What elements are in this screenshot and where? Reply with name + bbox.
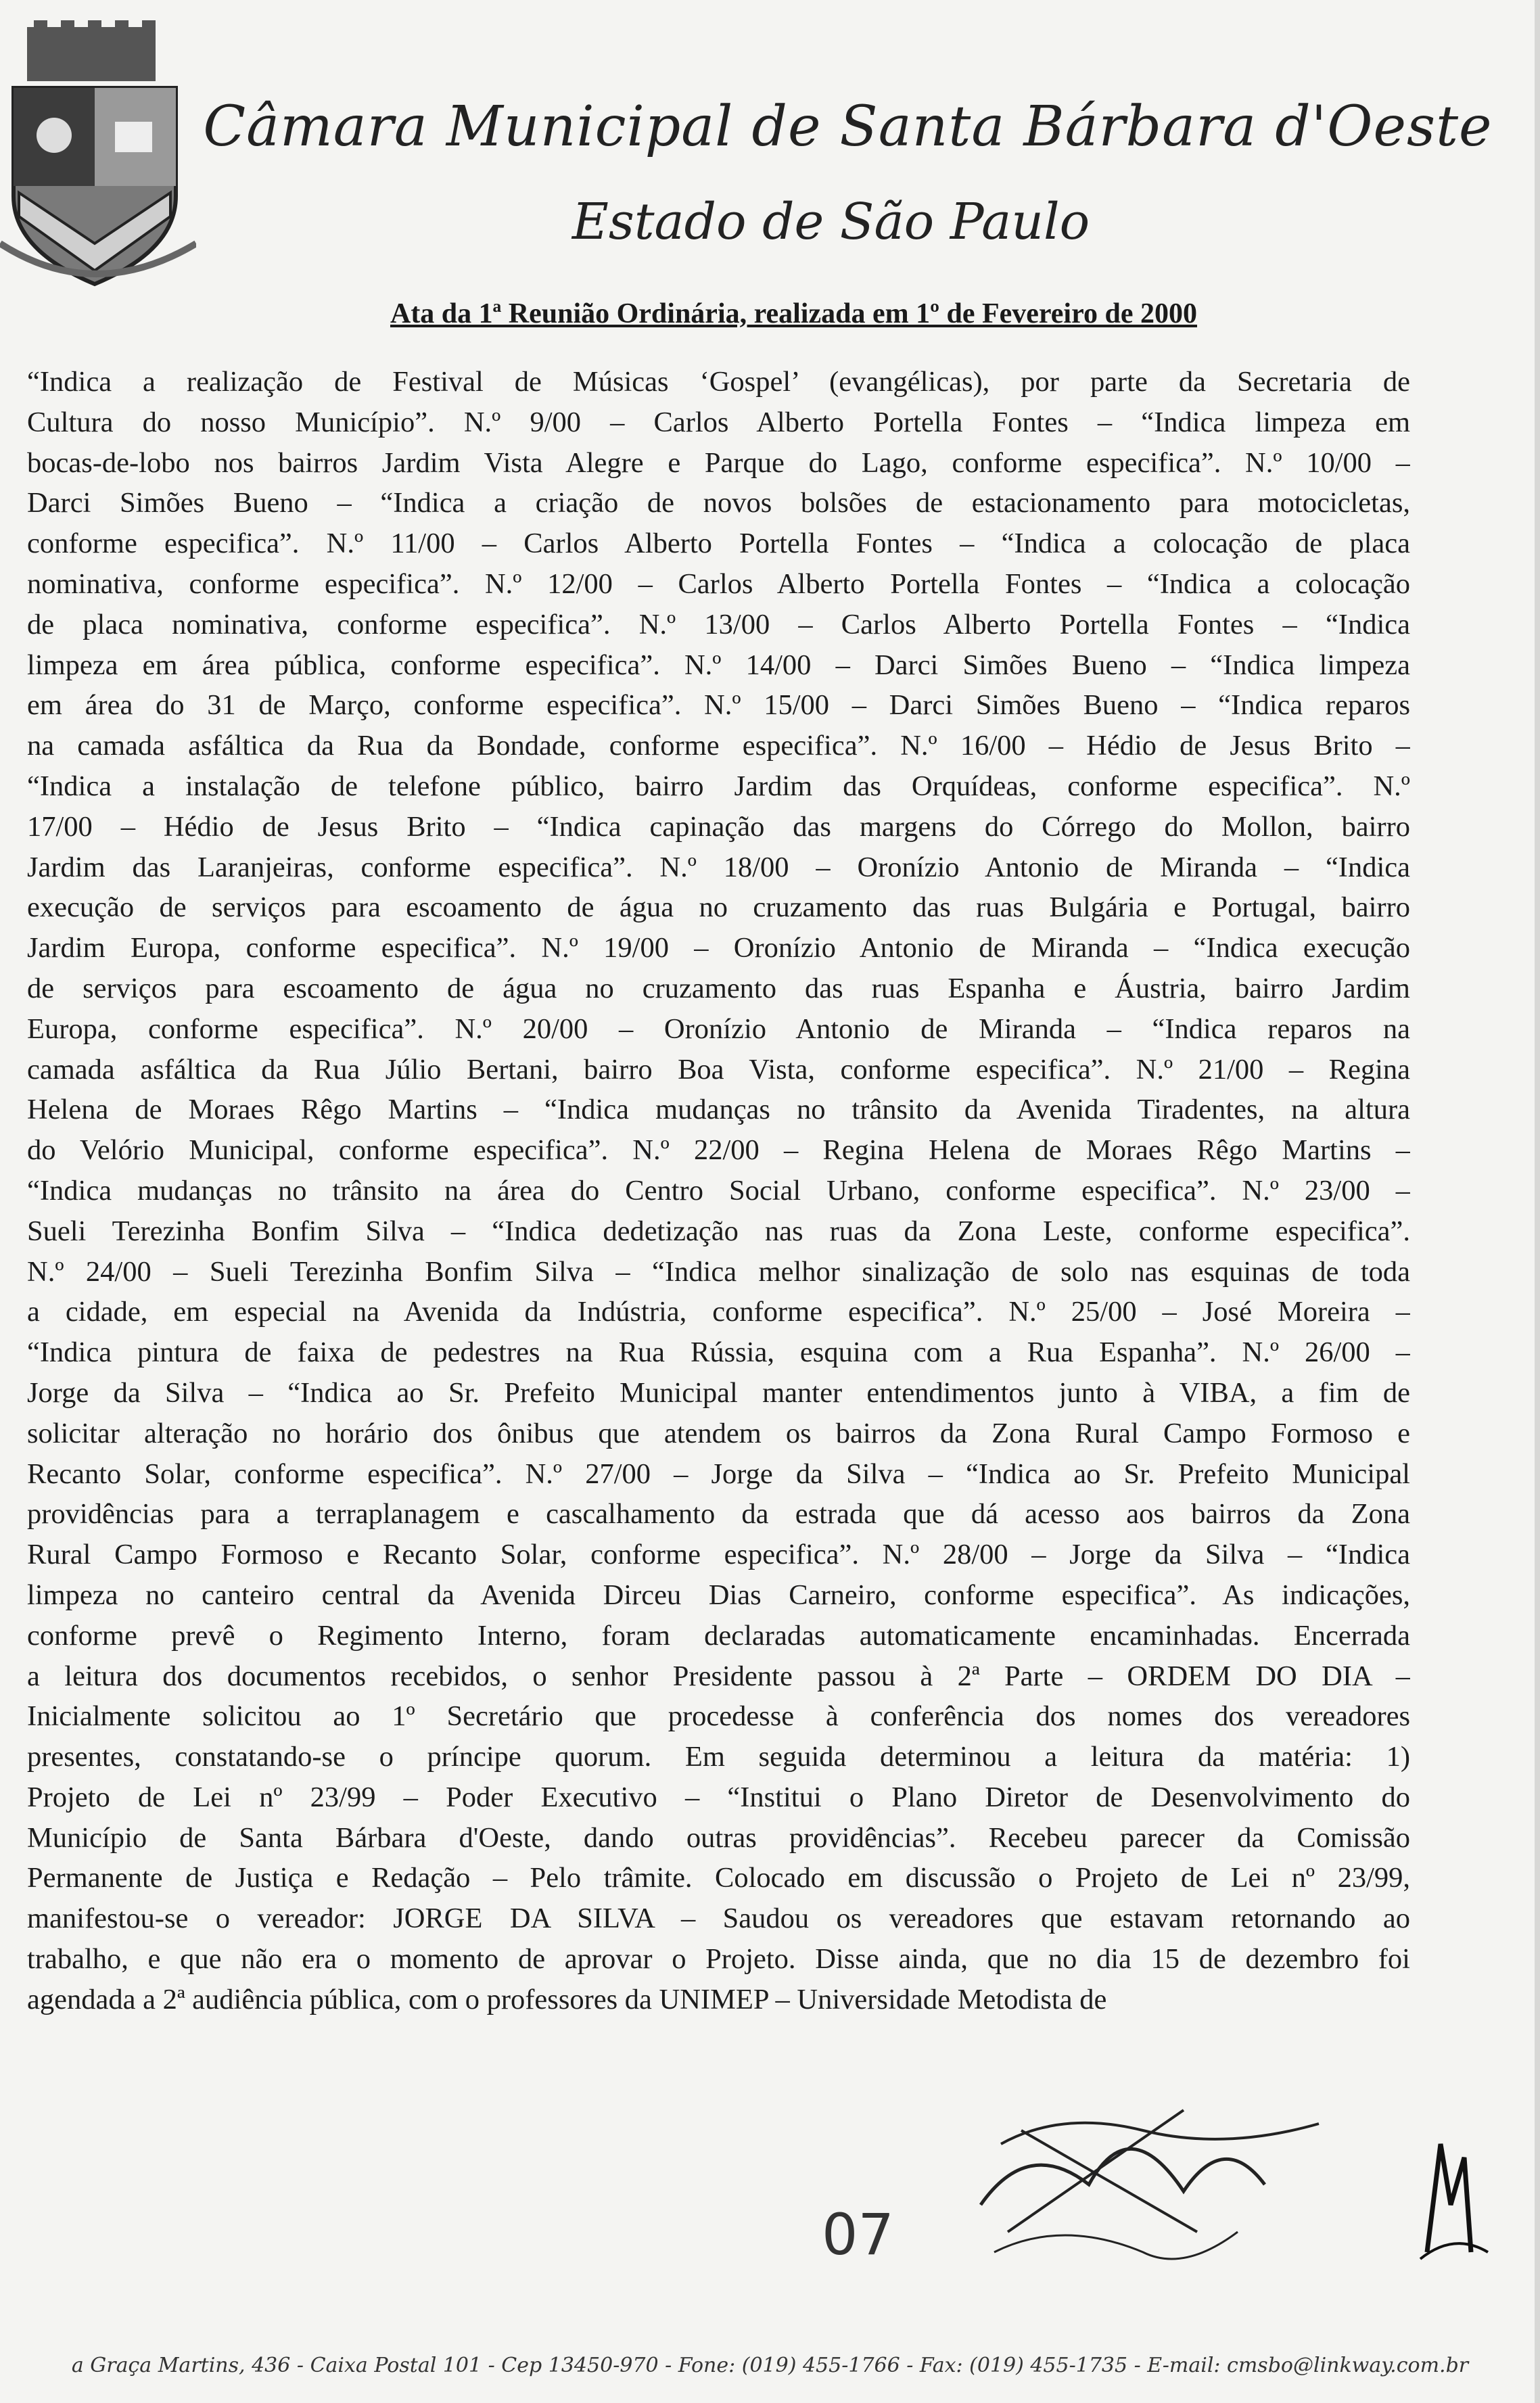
body-line: de serviços para escoamento de água no cruzamento das ruas Espanha e Áustria, bairro Jardim	[27, 972, 1410, 1004]
body-line: agendada a 2ª audiência pública, com o professores da UNIMEP – Universidade Metodista de	[27, 1983, 1107, 2015]
body-line: em área do 31 de Março, conforme especifica”. N.º 15/00 – Darci Simões Bueno – “Indica reparos	[27, 689, 1410, 722]
body-line: nominativa, conforme especifica”. N.º 12/00 – Carlos Alberto Portella Fontes – “Indica a colocação	[27, 567, 1410, 600]
minutes-body	[27, 362, 1410, 2020]
scan-edge	[1535, 0, 1540, 2403]
body-line: Sueli Terezinha Bonfim Silva – “Indica dedetização nas ruas da Zona Leste, conforme especifica”.	[27, 1215, 1410, 1247]
body-line: trabalho, e que não era o momento de aprovar o Projeto. Disse ainda, que no dia 15 de dezembro foi	[27, 1943, 1410, 1976]
body-line: Jardim das Laranjeiras, conforme especifica”. N.º 18/00 – Oronízio Antonio de Miranda – “Indica	[27, 851, 1410, 883]
body-line: Jorge da Silva – “Indica ao Sr. Prefeito Municipal manter entendimentos junto à VIBA, a fim de	[27, 1376, 1410, 1409]
minutes-heading: Ata da 1ª Reunião Ordinária, realizada em 1º de Fevereiro de 2000	[390, 298, 1197, 329]
body-line: bocas-de-lobo nos bairros Jardim Vista Alegre e Parque do Lago, conforme especifica”. N.º 10/00 –	[27, 446, 1410, 479]
body-line: limpeza no canteiro central da Avenida Dirceu Dias Carneiro, conforme especifica”. As indicações,	[27, 1579, 1410, 1611]
body-line: Europa, conforme especifica”. N.º 20/00 – Oronízio Antonio de Miranda – “Indica reparos na	[27, 1012, 1410, 1045]
body-line: Darci Simões Bueno – “Indica a criação de novos bolsões de estacionamento para motocicletas,	[27, 487, 1410, 519]
body-line: providências para a terraplanagem e cascalhamento da estrada que dá acesso aos bairros da Zona	[27, 1498, 1410, 1531]
chamber-title: Câmara Municipal de Santa Bárbara d'Oeste	[203, 95, 1493, 159]
body-line: solicitar alteração no horário dos ônibus que atendem os bairros da Zona Rural Campo Formoso e	[27, 1417, 1410, 1449]
body-line: limpeza em área pública, conforme especifica”. N.º 14/00 – Darci Simões Bueno – “Indica limpeza	[27, 649, 1410, 681]
body-line: Recanto Solar, conforme especifica”. N.º 27/00 – Jorge da Silva – “Indica ao Sr. Prefeito Municipal	[27, 1457, 1410, 1490]
body-line: a cidade, em especial na Avenida da Indústria, conforme especifica”. N.º 25/00 – José Moreira –	[27, 1296, 1410, 1328]
body-line: N.º 24/00 – Sueli Terezinha Bonfim Silva – “Indica melhor sinalização de solo nas esquinas de toda	[27, 1255, 1410, 1288]
body-line: “Indica a realização de Festival de Músicas ‘Gospel’ (evangélicas), por parte da Secretaria de	[27, 366, 1410, 398]
body-line: Jardim Europa, conforme especifica”. N.º 19/00 – Oronízio Antonio de Miranda – “Indica execução	[27, 932, 1410, 964]
body-line: “Indica a instalação de telefone público, bairro Jardim das Orquídeas, conforme especifica”. N.º	[27, 770, 1410, 802]
page-number: 07	[822, 2201, 894, 2268]
body-line: “Indica mudanças no trânsito na área do Centro Social Urbano, conforme especifica”. N.º 23/00 –	[27, 1174, 1410, 1207]
body-line: “Indica pintura de faixa de pedestres na Rua Rússia, esquina com a Rua Espanha”. N.º 26/00 –	[27, 1336, 1410, 1369]
body-line: Cultura do nosso Município”. N.º 9/00 – Carlos Alberto Portella Fontes – “Indica limpeza em	[27, 406, 1410, 438]
municipal-coat-of-arms-icon	[0, 20, 196, 304]
body-line: camada asfáltica da Rua Júlio Bertani, bairro Boa Vista, conforme especifica”. N.º 21/00 – Regina	[27, 1053, 1410, 1086]
footer-address: a Graça Martins, 436 - Caixa Postal 101 - Cep 13450-970 - Fone: (019) 455-1766 - Fax: (019) 455-1735 - E-mail: cmsbo@linkway.com.br	[71, 2354, 1469, 2377]
body-line: Helena de Moraes Rêgo Martins – “Indica mudanças no trânsito da Avenida Tiradentes, na altura	[27, 1094, 1410, 1126]
body-line: Inicialmente solicitou ao 1º Secretário que procedesse à conferência dos nomes dos vereadores	[27, 1700, 1410, 1733]
body-line: Rural Campo Formoso e Recanto Solar, conforme especifica”. N.º 28/00 – Jorge da Silva – “Indica	[27, 1539, 1410, 1571]
body-line: a leitura dos documentos recebidos, o senhor Presidente passou à 2ª Parte – ORDEM DO DIA –	[27, 1660, 1410, 1692]
body-line: manifestou-se o vereador: JORGE DA SILVA – Saudou os vereadores que estavam retornando ao	[27, 1903, 1410, 1935]
body-line: conforme especifica”. N.º 11/00 – Carlos Alberto Portella Fontes – “Indica a colocação de placa	[27, 528, 1410, 560]
body-line: Município de Santa Bárbara d'Oeste, dando outras providências”. Recebeu parecer da Comissão	[27, 1821, 1410, 1854]
body-line: de placa nominativa, conforme especifica”. N.º 13/00 – Carlos Alberto Portella Fontes – “Indica	[27, 608, 1410, 640]
body-line: conforme prevê o Regimento Interno, foram declaradas automaticamente encaminhadas. Encerrada	[27, 1619, 1410, 1652]
body-line: Projeto de Lei nº 23/99 – Poder Executivo – “Institui o Plano Diretor de Desenvolvimento do	[27, 1781, 1410, 1813]
body-line: execução de serviços para escoamento de água no cruzamento das ruas Bulgária e Portugal, bairro	[27, 891, 1410, 924]
body-line: 17/00 – Hédio de Jesus Brito – “Indica capinação das margens do Córrego do Mollon, bairro	[27, 810, 1410, 843]
state-title: Estado de São Paulo	[571, 193, 1090, 251]
body-line: na camada asfáltica da Rua da Bondade, conforme especifica”. N.º 16/00 – Hédio de Jesus Brito –	[27, 730, 1410, 762]
body-line: do Velório Municipal, conforme especifica”. N.º 22/00 – Regina Helena de Moraes Rêgo Martins –	[27, 1134, 1410, 1167]
body-line: Permanente de Justiça e Redação – Pelo trâmite. Colocado em discussão o Projeto de Lei nº 23/99,	[27, 1862, 1410, 1894]
body-line: presentes, constatando-se o príncipe quorum. Em seguida determinou a leitura da matéria: 1)	[27, 1741, 1410, 1773]
